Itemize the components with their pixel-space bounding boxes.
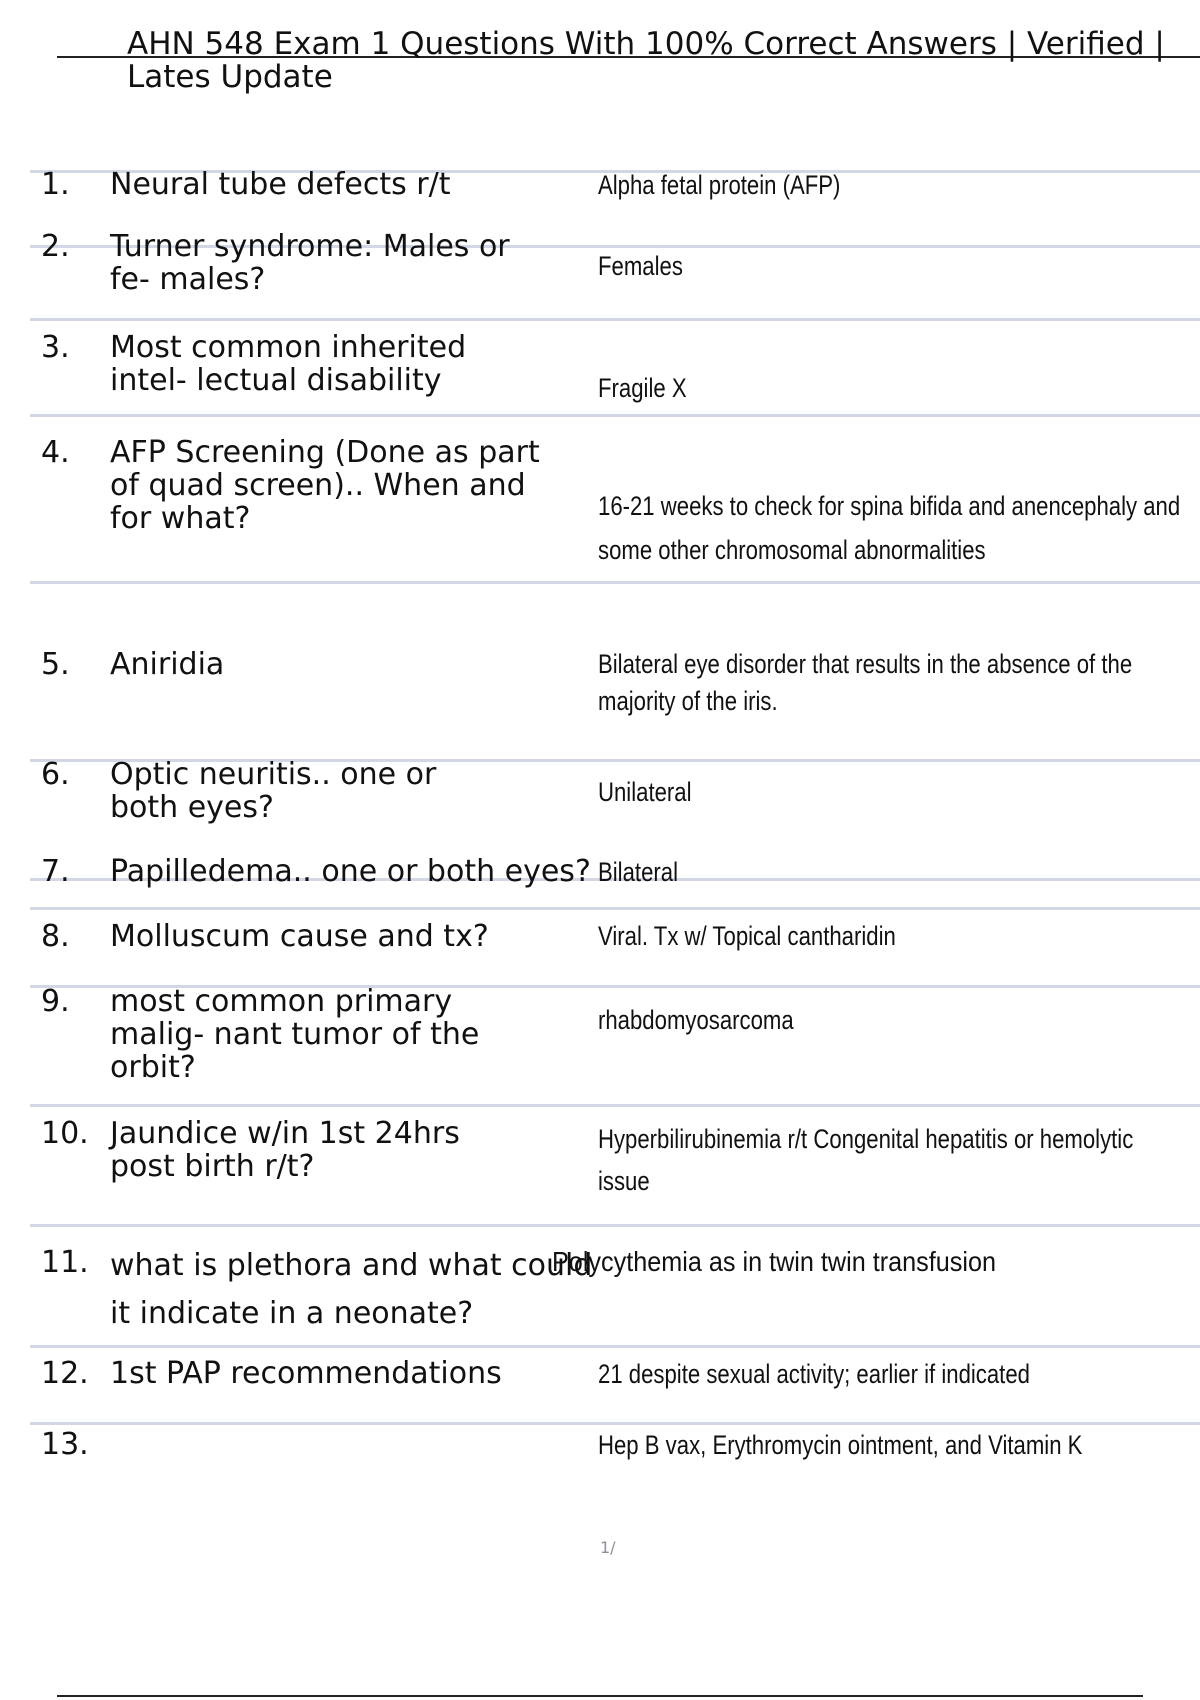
answer-text: Viral. Tx w/ Topical cantharidin bbox=[598, 921, 896, 951]
answer-text: Females bbox=[598, 251, 683, 281]
row-number: 12. bbox=[41, 1356, 89, 1391]
row-divider bbox=[30, 1224, 1200, 1227]
page-number: 1/ bbox=[600, 1538, 616, 1557]
question-text: most common primary malig- nant tumor of the orbit? bbox=[110, 984, 480, 1085]
row-divider bbox=[30, 581, 1200, 584]
row-divider bbox=[30, 907, 1200, 910]
row-divider bbox=[30, 1104, 1200, 1107]
row-number: 13. bbox=[41, 1427, 89, 1462]
question-text: 1st PAP recommendations bbox=[110, 1356, 502, 1391]
question-text: Jaundice w/in 1st 24hrs post birth r/t? bbox=[110, 1116, 460, 1184]
question-text: AFP Screening (Done as part of quad screen).. When and for what? bbox=[110, 435, 540, 536]
row-divider bbox=[30, 318, 1200, 321]
question-text: Turner syndrome: Males or fe- males? bbox=[110, 229, 510, 297]
title-line-2: Lates Update bbox=[127, 59, 333, 94]
row-number: 1. bbox=[41, 167, 70, 202]
question-text: Papilledema.. one or both eyes? bbox=[110, 854, 591, 889]
answer-text: Hep B vax, Erythromycin ointment, and Vitamin K bbox=[598, 1430, 1083, 1460]
row-number: 9. bbox=[41, 984, 70, 1019]
answer-text: rhabdomyosarcoma bbox=[598, 1005, 794, 1035]
answer-text: Fragile X bbox=[598, 373, 687, 403]
row-number: 8. bbox=[41, 919, 70, 954]
answer-text: Polycythemia as in twin twin transfusion bbox=[552, 1246, 996, 1277]
answer-text: Bilateral eye disorder that results in the absence of the majority of the iris. bbox=[598, 649, 1133, 716]
footer-rule bbox=[57, 1695, 1143, 1697]
row-number: 4. bbox=[41, 435, 70, 470]
answer-text: Hyperbilirubinemia r/t Congenital hepatitis or hemolytic issue bbox=[598, 1124, 1134, 1196]
row-number: 10. bbox=[41, 1116, 89, 1151]
answer-text: Unilateral bbox=[598, 777, 692, 807]
question-text: Neural tube defects r/t bbox=[110, 167, 451, 202]
question-text: Most common inherited intel- lectual disability bbox=[110, 330, 467, 398]
answer-text: Alpha fetal protein (AFP) bbox=[598, 170, 841, 200]
answer-text: 16-21 weeks to check for spina bifida and anencephaly and some other chromosomal abnormalities bbox=[598, 491, 1181, 565]
row-number: 11. bbox=[41, 1245, 89, 1280]
row-divider bbox=[30, 414, 1200, 417]
row-number: 3. bbox=[41, 330, 70, 365]
qa-table bbox=[30, 0, 1200, 1700]
row-number: 2. bbox=[41, 229, 70, 264]
question-text: Aniridia bbox=[110, 647, 225, 682]
row-number: 5. bbox=[41, 647, 70, 682]
title-line-1: AHN 548 Exam 1 Questions With 100% Correct Answers | Verified | bbox=[127, 28, 1165, 62]
answer-text: 21 despite sexual activity; earlier if indicated bbox=[598, 1359, 1030, 1389]
question-text: what is plethora and what could it indicate in a neonate? bbox=[110, 1248, 593, 1331]
row-number: 6. bbox=[41, 757, 70, 792]
question-text: Optic neuritis.. one or both eyes? bbox=[110, 757, 437, 825]
row-divider bbox=[30, 1345, 1200, 1348]
question-text: Molluscum cause and tx? bbox=[110, 919, 489, 954]
row-number: 7. bbox=[41, 854, 70, 889]
answer-text: Bilateral bbox=[598, 857, 678, 887]
